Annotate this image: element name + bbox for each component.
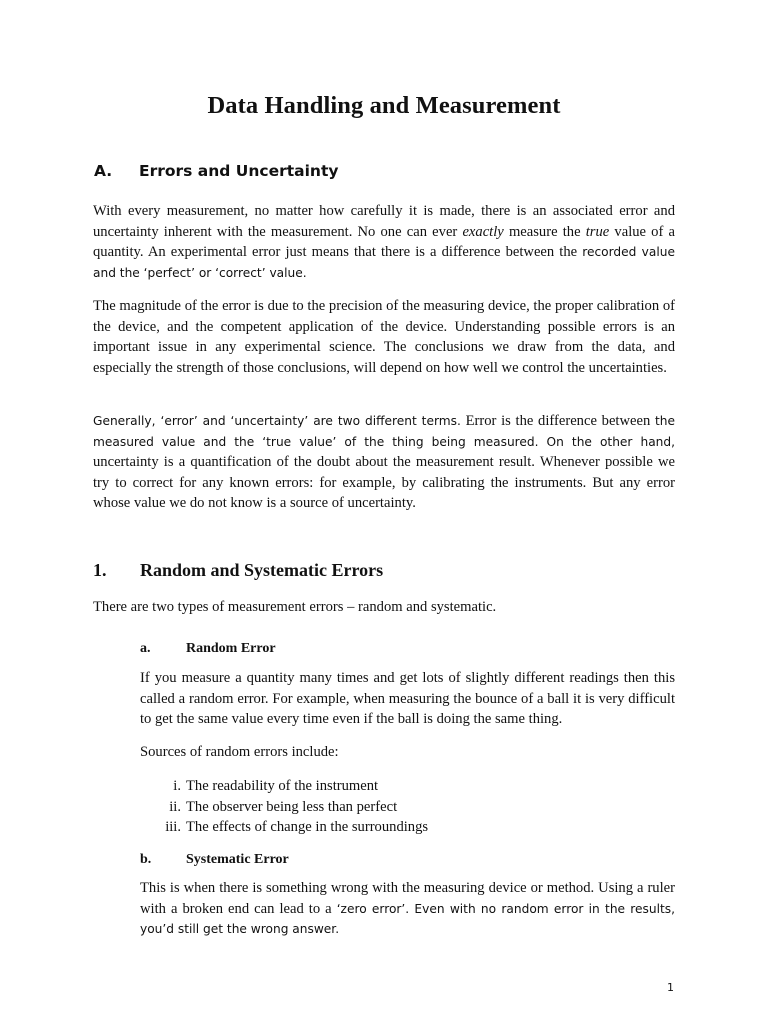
- random-error-sources-list: [165, 776, 429, 838]
- list-marker: i.: [173, 778, 181, 794]
- paragraph-random-error: If you measure a quantity many times and get lots of slightly different readings then this called a random error. For example, when measuring the bounce of a ball it is very difficult to get the same value every time even if the ball is doing the same thing.: [140, 670, 675, 727]
- subsection-b-title: Systematic Error: [186, 852, 289, 867]
- list-item: [173, 776, 428, 797]
- text-run: uncertainty is a quantification of the doubt about the measurement result. Whenever possible we try to correct for any known errors: for example, by calibrating the instruments. But any error whose value we do not know is a source of uncertainty.: [93, 454, 675, 511]
- section-1-number: 1.: [93, 560, 107, 580]
- section-a-title: Errors and Uncertainty: [139, 162, 339, 180]
- list-item-text: The observer being less than perfect: [186, 798, 398, 815]
- document-title: Data Handling and Measurement: [207, 92, 561, 119]
- page-number: 1: [667, 981, 674, 994]
- text-run-sans: Generally, ‘error’ and ‘uncertainty’ are two different terms.: [93, 414, 461, 428]
- text-run: With every measurement, no matter how carefully it is made, there is an associated error and uncertainty inherent with the measurement. No one can ever: [93, 203, 675, 240]
- section-1-heading: [93, 560, 383, 581]
- emphasis-exactly: exactly: [462, 223, 504, 240]
- subsection-b-heading: [140, 852, 289, 868]
- paragraph-errors-intro: [93, 201, 675, 283]
- text-run: This is when there is something wrong with the measuring device or method. Using a ruler with a broken end can lead to a: [140, 880, 675, 917]
- paragraph-error-vs-uncertainty: [93, 411, 675, 514]
- text-run: Error is the difference between: [460, 413, 655, 429]
- paragraph-sources-intro: Sources of random errors include:: [140, 744, 339, 760]
- emphasis-true: true: [585, 223, 610, 240]
- text-run-sans: the measured value and the ‘true value’ of the thing being measured. On the other hand,: [93, 414, 675, 449]
- text-run-sans: ‘zero error’. Even with no random error in the results, you’d still get the wrong answer.: [140, 901, 676, 936]
- section-1-title: Random and Systematic Errors: [140, 560, 384, 580]
- subsection-a-title: Random Error: [186, 641, 276, 656]
- list-marker: iii.: [165, 819, 181, 835]
- text-run-sans: recorded value and the ‘perfect’ or ‘correct’ value.: [93, 245, 675, 280]
- section-a-number: A.: [94, 162, 113, 180]
- section-a-heading: [94, 162, 338, 180]
- list-item: [169, 797, 428, 818]
- subsection-a-heading: [140, 641, 276, 657]
- list-item-text: The effects of change in the surroundings: [186, 819, 429, 835]
- list-marker: ii.: [169, 798, 181, 815]
- text-run: value of a quantity. An experimental error just means that there is a difference between the: [93, 223, 675, 260]
- list-item: [165, 817, 429, 838]
- paragraph-systematic-error: [140, 878, 675, 940]
- subsection-a-number: a.: [140, 641, 151, 656]
- paragraph-error-magnitude: The magnitude of the error is due to the precision of the measuring device, the proper calibration of the device, and the competent application of the device. Understanding possible errors is an important issue in any experimental science. The conclusions we draw from the data, and especially the strength of those conclusions, will depend on how well we control the uncertainties.: [93, 298, 675, 376]
- list-item-text: The readability of the instrument: [186, 778, 379, 794]
- subsection-b-number: b.: [140, 852, 152, 867]
- paragraph-error-types: There are two types of measurement errors – random and systematic.: [93, 599, 497, 615]
- text-run: measure the: [503, 223, 586, 240]
